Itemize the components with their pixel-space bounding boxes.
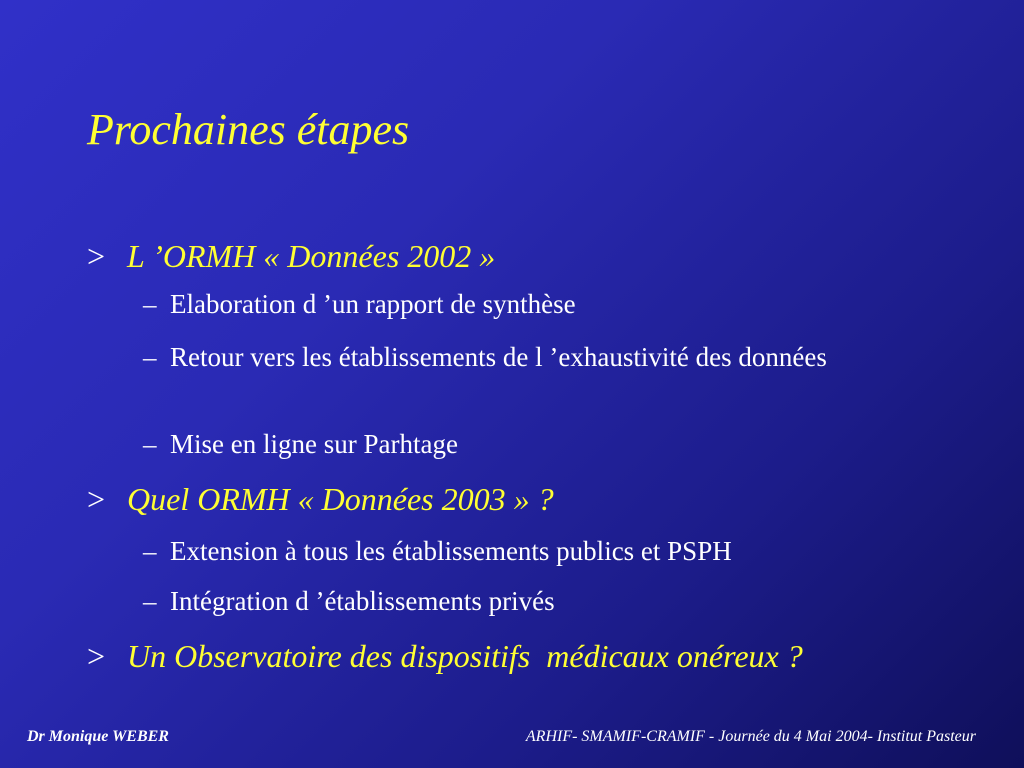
dash-marker: – xyxy=(143,429,157,459)
list-item-text: Intégration d ’établissements privés xyxy=(170,586,555,616)
dash-marker: – xyxy=(143,342,157,372)
section-heading-3 xyxy=(87,638,803,675)
section-heading-2 xyxy=(87,481,554,518)
list-item xyxy=(143,426,930,464)
list-item xyxy=(143,583,930,621)
list-item xyxy=(143,533,930,571)
list-item-text: Mise en ligne sur Parhtage xyxy=(170,429,458,459)
list-item-text: Extension à tous les établissements publics et PSPH xyxy=(170,536,732,566)
footer-author: Dr Monique WEBER xyxy=(27,728,169,745)
dash-marker: – xyxy=(143,586,157,616)
slide-title: Prochaines étapes xyxy=(87,105,410,154)
list-item xyxy=(143,286,930,324)
section-heading-text: L ’ORMH « Données 2002 » xyxy=(127,238,496,274)
section-heading-text: Un Observatoire des dispositifs médicaux onéreux ? xyxy=(127,638,803,674)
dash-marker: – xyxy=(143,289,157,319)
list-item xyxy=(143,337,910,378)
bullet-marker: > xyxy=(87,638,106,674)
bullet-marker: > xyxy=(87,238,106,274)
dash-marker: – xyxy=(143,536,157,566)
list-item-text: Elaboration d ’un rapport de synthèse xyxy=(170,289,576,319)
section-heading-text: Quel ORMH « Données 2003 » ? xyxy=(127,481,554,517)
bullet-marker: > xyxy=(87,481,106,517)
list-item-text: Retour vers les établissements de l ’exhaustivité des données xyxy=(170,342,827,372)
footer-event: ARHIF- SMAMIF-CRAMIF - Journée du 4 Mai 2004- Institut Pasteur xyxy=(525,728,976,745)
section-heading-1 xyxy=(87,238,495,275)
